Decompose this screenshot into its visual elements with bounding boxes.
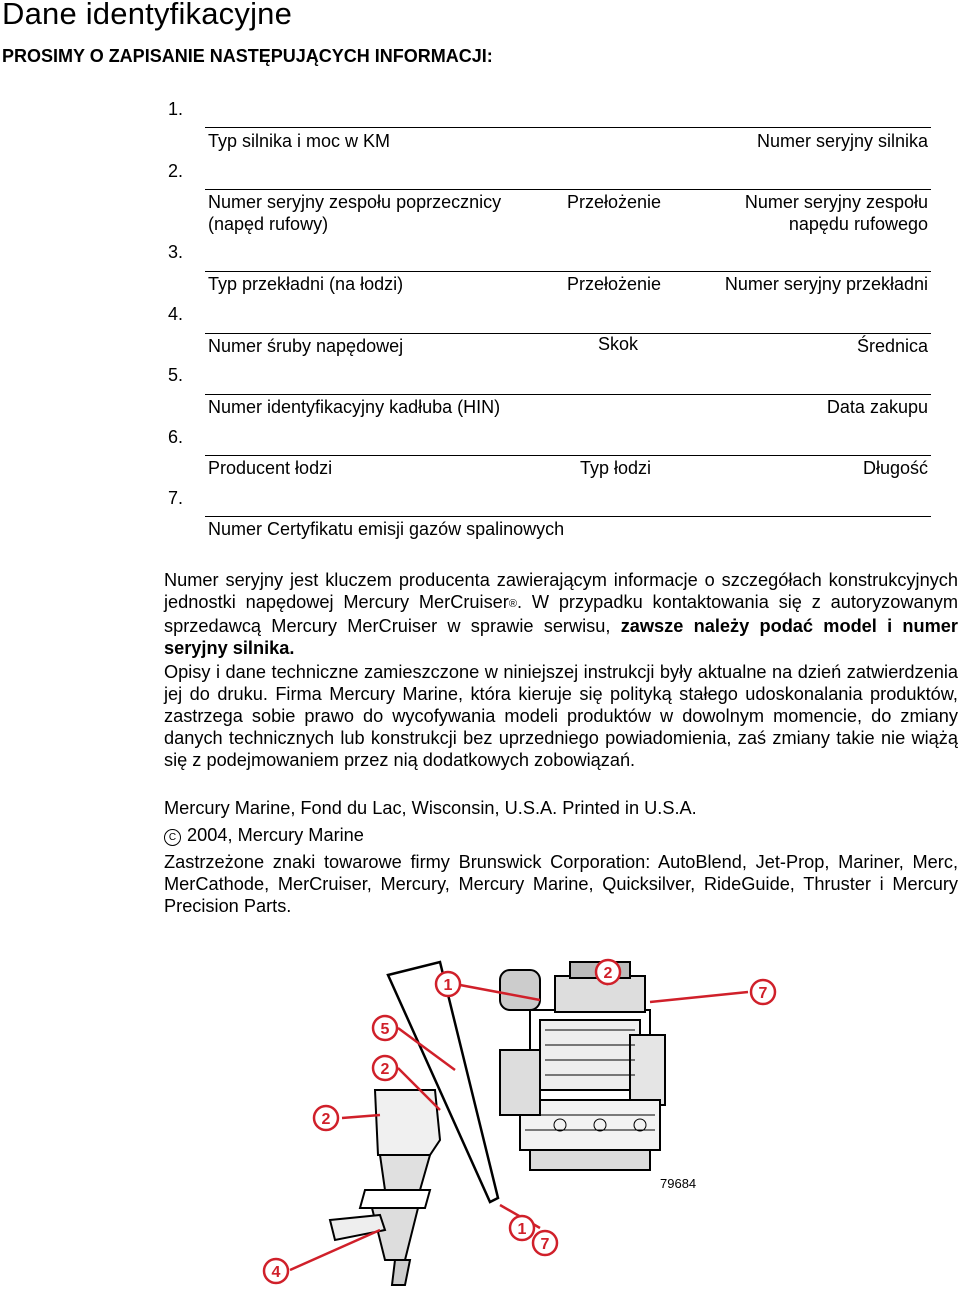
row-number: 3. [168, 242, 184, 262]
row-number: 1. [168, 99, 184, 119]
gear-ratio-label: Przełożenie [567, 274, 662, 294]
drive-serial-label: Numer seryjny zespołu [744, 192, 928, 212]
form-line [205, 394, 931, 395]
drive-serial-label-2: napędu rufowego [788, 214, 928, 234]
pitch-label: Skok [598, 334, 639, 354]
callout-2: 2 [603, 965, 613, 982]
form-line [205, 516, 931, 517]
form-line [205, 271, 931, 272]
boat-type-label: Typ łodzi [580, 458, 652, 478]
figure-number: 79684 [660, 1176, 697, 1191]
callout-7: 7 [758, 985, 768, 1002]
row-number: 4. [168, 304, 184, 324]
length-label: Długość [862, 458, 928, 478]
purchase-date-label: Data zakupu [826, 397, 928, 417]
boat-manufacturer-label: Producent łodzi [208, 458, 333, 478]
engine-diagram [0, 940, 960, 1290]
transom-serial-label-2: (napęd rufowy) [208, 214, 329, 234]
row-number: 6. [168, 427, 184, 447]
bold-notice: zawsze należy podać model i numer seryjny silnika. [164, 616, 958, 658]
serial-info-paragraph: Numer seryjny jest kluczem producenta zawierającym informacje o szczegółach konstrukcyjnych jednostki napędowej Mercury MerCruiser®. W przypadku kontaktowania się z autoryzowanym sprzedawcą Mercury MerCruiser w sprawie serwisu, zawsze należy podać model i numer seryjny silnika. [164, 570, 958, 658]
page-title: Dane identyfikacyjne [2, 0, 293, 31]
copyright-line: C 2004, Mercury Marine [164, 824, 958, 846]
disclaimer-paragraph: Opisy i dane techniczne zamieszczone w niniejszej instrukcji były aktualne na dzień zatwierdzenia jej do druku. Firma Mercury Marine, która kieruje się polityką stałego udoskonalania produktów, zastrzega sobie prawo do wycofywania modeli produktów w dowolnym momencie, do zmiany danych technicznych lub konstrukcji bez uprzedniego powiadomienia, zaś zmiany takie nie wiążą się z podejmowaniem przez nią dodatkowych zobowiązań. [164, 662, 958, 770]
callout-1: 1 [443, 977, 453, 994]
diameter-label: Średnica [856, 336, 928, 356]
copyright-icon: C [164, 829, 181, 846]
form-line [205, 333, 931, 334]
row-number: 2. [168, 161, 184, 181]
engine-type-label: Typ silnika i moc w KM [208, 131, 391, 151]
transmission-serial-label: Numer seryjny przekładni [724, 274, 928, 294]
callout-7b: 7 [540, 1236, 550, 1253]
page-subtitle: PROSIMY O ZAPISANIE NASTĘPUJĄCYCH INFORMACJI: [2, 46, 493, 66]
callout-2b: 2 [380, 1061, 390, 1078]
hin-label: Numer identyfikacyjny kadłuba (HIN) [208, 397, 501, 417]
propeller-number-label: Numer śruby napędowej [208, 336, 404, 356]
manufacturer-address: Mercury Marine, Fond du Lac, Wisconsin, U.S.A. Printed in U.S.A. [164, 798, 697, 818]
form-line [205, 455, 931, 456]
callout-4: 4 [271, 1264, 281, 1281]
gear-ratio-label: Przełożenie [567, 192, 662, 212]
form-line [205, 189, 931, 190]
emission-cert-label: Numer Certyfikatu emisji gazów spalinowych [208, 519, 565, 539]
row-number: 5. [168, 365, 184, 385]
transmission-type-label: Typ przekładni (na łodzi) [208, 274, 404, 294]
callout-5: 5 [380, 1021, 390, 1038]
row-number: 7. [168, 488, 184, 508]
form-line [205, 127, 931, 128]
trademarks-paragraph: Zastrzeżone znaki towarowe firmy Brunswick Corporation: AutoBlend, Jet-Prop, Mariner, Merc, MerCathode, MerCruiser, Mercury, Mercury Marine, Quicksilver, RideGuide, Thruster i Mercury Precision Parts. [164, 852, 958, 916]
callout-1b: 1 [517, 1221, 527, 1238]
transom-serial-label: Numer seryjny zespołu poprzecznicy [208, 192, 502, 212]
engine-serial-label: Numer seryjny silnika [756, 131, 928, 151]
callout-2c: 2 [321, 1111, 331, 1128]
